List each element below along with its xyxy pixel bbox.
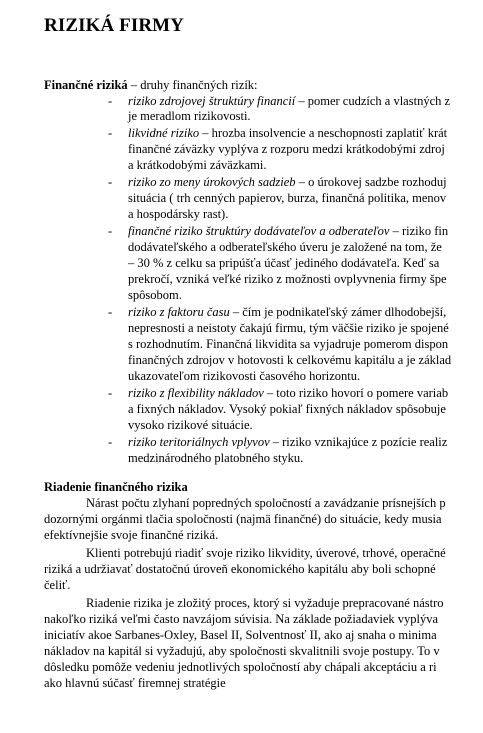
bullet-6-term: riziko z flexibility nákladov	[128, 386, 264, 400]
bullet-3-first-line	[128, 175, 447, 189]
financial-risks-heading-bold: Finančné riziká	[44, 78, 128, 92]
paragraph-3-line: Riadenie rizika je zložitý proces, ktorý si vyžaduje prepracované nástro	[86, 596, 444, 610]
bullet-1-first-line	[128, 94, 450, 108]
bullet-7-first-line	[128, 435, 447, 449]
bullet-4-line: prekročí, vzniká veľké riziko z možnosti ovplyvnenia firmy špe	[128, 272, 447, 286]
bullet-1-term: riziko zdrojovej štruktúry financií	[128, 94, 296, 108]
paragraph-3-line: iniciatív akoe Sarbanes-Oxley, Basel II, Solventnosť II, ako aj snaha o minima	[44, 628, 437, 642]
bullet-5-term: riziko z faktoru času	[128, 305, 230, 319]
bullet-2-line: finančné záväzky vyplýva z rozporu medzi krátkodobými zdroj	[128, 142, 445, 156]
paragraph-2-line: čeliť.	[44, 578, 71, 592]
bullet-dash: -	[108, 175, 113, 189]
bullet-dash: -	[108, 386, 113, 400]
bullet-4-line: – 30 % z celku sa pripúšťa účasť jediného dodávateľa. Keď sa	[128, 256, 440, 270]
paragraph-3-line: ako hlavnú súčasť firemnej stratégie	[44, 676, 226, 690]
paragraph-3-line: dôsledku pomôže vedeniu jednotlivých spoločností aby chápali akceptáciu a ri	[44, 660, 437, 674]
paragraph-2-line: Klienti potrebujú riadiť svoje riziko likvidity, úverové, trhové, operačné	[86, 546, 446, 560]
bullet-dash: -	[108, 435, 113, 449]
bullet-1-text: – pomer cudzích a vlastných z	[295, 94, 451, 108]
bullet-5-line: finančných zdrojov v hotovosti k celkovému kapitálu a je základ	[128, 353, 452, 367]
bullet-3-line: situácia ( trh cenných papierov, burza, finančná politika, menov	[128, 191, 447, 205]
bullet-4-line: dodávateľského a odberateľského úveru je založené na tom, že	[128, 240, 442, 254]
bullet-3-line: a hospodársky rast).	[128, 207, 229, 221]
bullet-dash: -	[108, 94, 113, 108]
bullet-4-line: spôsobom.	[128, 288, 182, 302]
paragraph-2-line: riziká a udržiavať dostatočnú úroveň ekonomického kapitálu aby boli schopné	[44, 562, 436, 576]
bullet-2-first-line	[128, 126, 447, 140]
bullet-7-term: riziko teritoriálnych vplyvov	[128, 435, 270, 449]
bullet-dash: -	[108, 126, 113, 140]
paragraph-1-line: Nárast počtu zlyhaní popredných spoločností a zavádzanie prísnejších p	[86, 496, 446, 510]
bullet-5-first-line	[128, 305, 446, 319]
bullet-4-text: – riziko fin	[389, 224, 449, 238]
bullet-6-text: – toto riziko hovorí o pomere variab	[263, 386, 449, 400]
bullet-5-line: s rozhodnutím. Finančná likvidita sa vyjadruje pomerom dispon	[128, 337, 449, 351]
paragraph-1-line: efektívnejšie svoje finančné riziká.	[44, 528, 219, 542]
bullet-6-first-line	[128, 386, 448, 400]
bullet-dash: -	[108, 305, 113, 319]
financial-risks-heading	[44, 78, 258, 92]
bullet-7-text: – riziko vznikajúce z pozície realiz	[269, 435, 448, 449]
bullet-5-line: ukazovateľom rizikovosti časového horizontu.	[128, 369, 361, 383]
bullet-4-term: finančné riziko štruktúry dodávateľov a odberateľov	[128, 224, 390, 238]
bullet-2-line: a krátkodobými záväzkami.	[128, 158, 267, 172]
bullet-7-line: medzinárodného platobného styku.	[128, 451, 304, 465]
bullet-3-term: riziko zo meny úrokových sadzieb	[128, 175, 296, 189]
paragraph-1-line: dozornými orgánmi tlačia spoločnosti (najmä finančné) do situácie, kedy musia	[44, 512, 442, 526]
page-title: RIZIKÁ FIRMY	[44, 15, 185, 36]
bullet-1-line: je meradlom rizikovosti.	[128, 109, 251, 123]
bullet-4-first-line	[128, 224, 448, 238]
paragraph-3-line: nakoľko riziká veľmi často navzájom súvisia. Na základe požiadaviek vyplýva	[44, 612, 439, 626]
bullet-6-line: a fixných nákladov. Vysoký pokiaľ fixných nákladov spôsobuje	[128, 402, 446, 416]
bullet-3-text: – o úrokovej sadzbe rozhoduj	[295, 175, 447, 189]
bullet-5-text: – čím je podnikateľský zámer dlhodobejší,	[229, 305, 447, 319]
bullet-5-line: nepresnosti a neistoty čakajú firmu, tým väčšie riziko je spojené	[128, 321, 449, 335]
bullet-2-text: – hrozba insolvencie a neschopnosti zaplatiť krát	[199, 126, 448, 140]
bullet-6-line: vysoko rizikové situácie.	[128, 418, 253, 432]
paragraph-3-line: nákladov na kapitál si vyžadujú, aby spoločnosti skvalitnili svoje postupy. To v	[44, 644, 440, 658]
management-heading: Riadenie finančného rizika	[44, 480, 188, 494]
financial-risks-heading-rest: – druhy finančných rizík:	[127, 78, 258, 92]
bullet-2-term: likvidné riziko	[128, 126, 200, 140]
bullet-dash: -	[108, 224, 113, 238]
